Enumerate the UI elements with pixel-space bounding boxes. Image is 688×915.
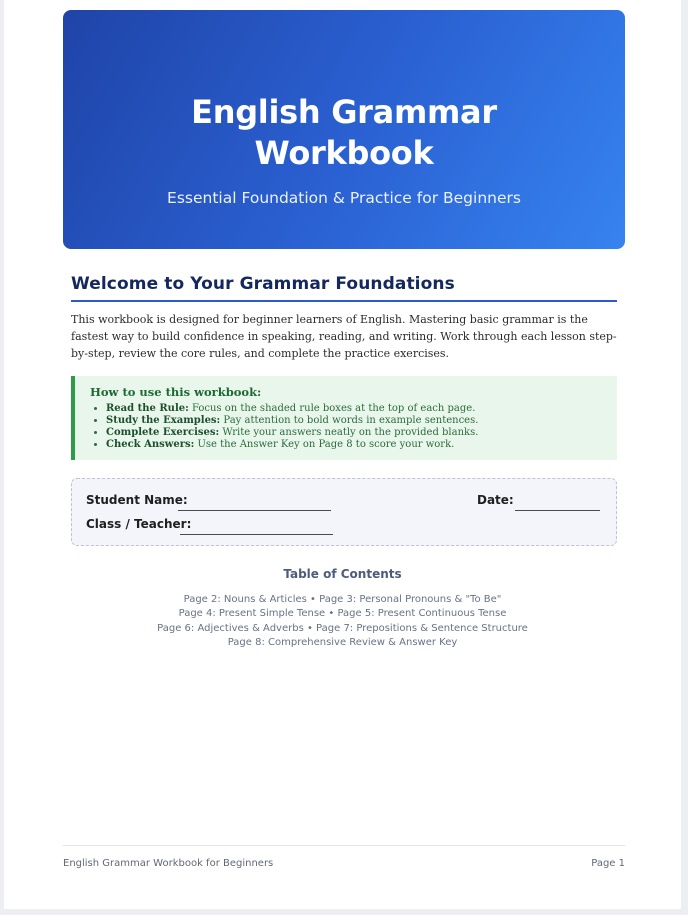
class-teacher-blank[interactable]: [180, 534, 333, 535]
how-to-item-label: Study the Examples:: [106, 415, 221, 426]
how-to-item: [106, 403, 617, 415]
student-name-label: Student Name:: [86, 493, 188, 507]
date-label: Date:: [477, 493, 514, 507]
title-line-2: Workbook: [254, 134, 434, 172]
toc-title: Table of Contents: [283, 567, 402, 581]
how-to-item: [106, 415, 617, 427]
date-blank[interactable]: [515, 510, 600, 511]
how-to-item: [106, 439, 617, 451]
welcome-heading: Welcome to Your Grammar Foundations: [71, 274, 617, 302]
how-to-item-text: Focus on the shaded rule boxes at the top of each page.: [188, 403, 476, 414]
toc-line: Page 6: Adjectives & Adverbs • Page 7: Prepositions & Sentence Structure: [157, 623, 528, 634]
how-to-use-title: How to use this workbook:: [90, 385, 262, 399]
how-to-item-label: Check Answers:: [106, 439, 195, 450]
page-number: Page 1: [591, 858, 625, 869]
how-to-item-label: Read the Rule:: [106, 403, 189, 414]
workbook-subtitle: Essential Foundation & Practice for Beginners: [167, 189, 521, 207]
workbook-title: [63, 92, 625, 174]
footer-title: English Grammar Workbook for Beginners: [63, 858, 274, 869]
class-teacher-label: Class / Teacher:: [86, 517, 192, 531]
toc-line: Page 2: Nouns & Articles • Page 3: Personal Pronouns & "To Be": [183, 594, 502, 605]
how-to-item-text: Pay attention to bold words in example sentences.: [220, 415, 479, 426]
how-to-item-text: Use the Answer Key on Page 8 to score your work.: [194, 439, 455, 450]
intro-paragraph: This workbook is designed for beginner learners of English. Mastering basic grammar is the fastest way to build confidence in speaking, reading, and writing. Work through each lesson step-by-step, review the core rules, and complete the practice exercises.: [71, 313, 617, 360]
how-to-item: [106, 427, 617, 439]
student-info-box: [71, 478, 617, 546]
title-banner: [63, 10, 625, 249]
how-to-item-text: Write your answers neatly on the provided blanks.: [219, 427, 479, 438]
footer-divider: [63, 845, 625, 846]
title-line-1: English Grammar: [191, 93, 497, 131]
how-to-use-box: [71, 376, 617, 460]
toc-line: Page 8: Comprehensive Review & Answer Key: [227, 637, 458, 648]
how-to-use-list: [90, 403, 617, 451]
workbook-page: [4, 0, 681, 909]
toc-line: Page 4: Present Simple Tense • Page 5: Present Continuous Tense: [178, 608, 507, 619]
student-name-blank[interactable]: [178, 510, 331, 511]
how-to-item-label: Complete Exercises:: [106, 427, 220, 438]
